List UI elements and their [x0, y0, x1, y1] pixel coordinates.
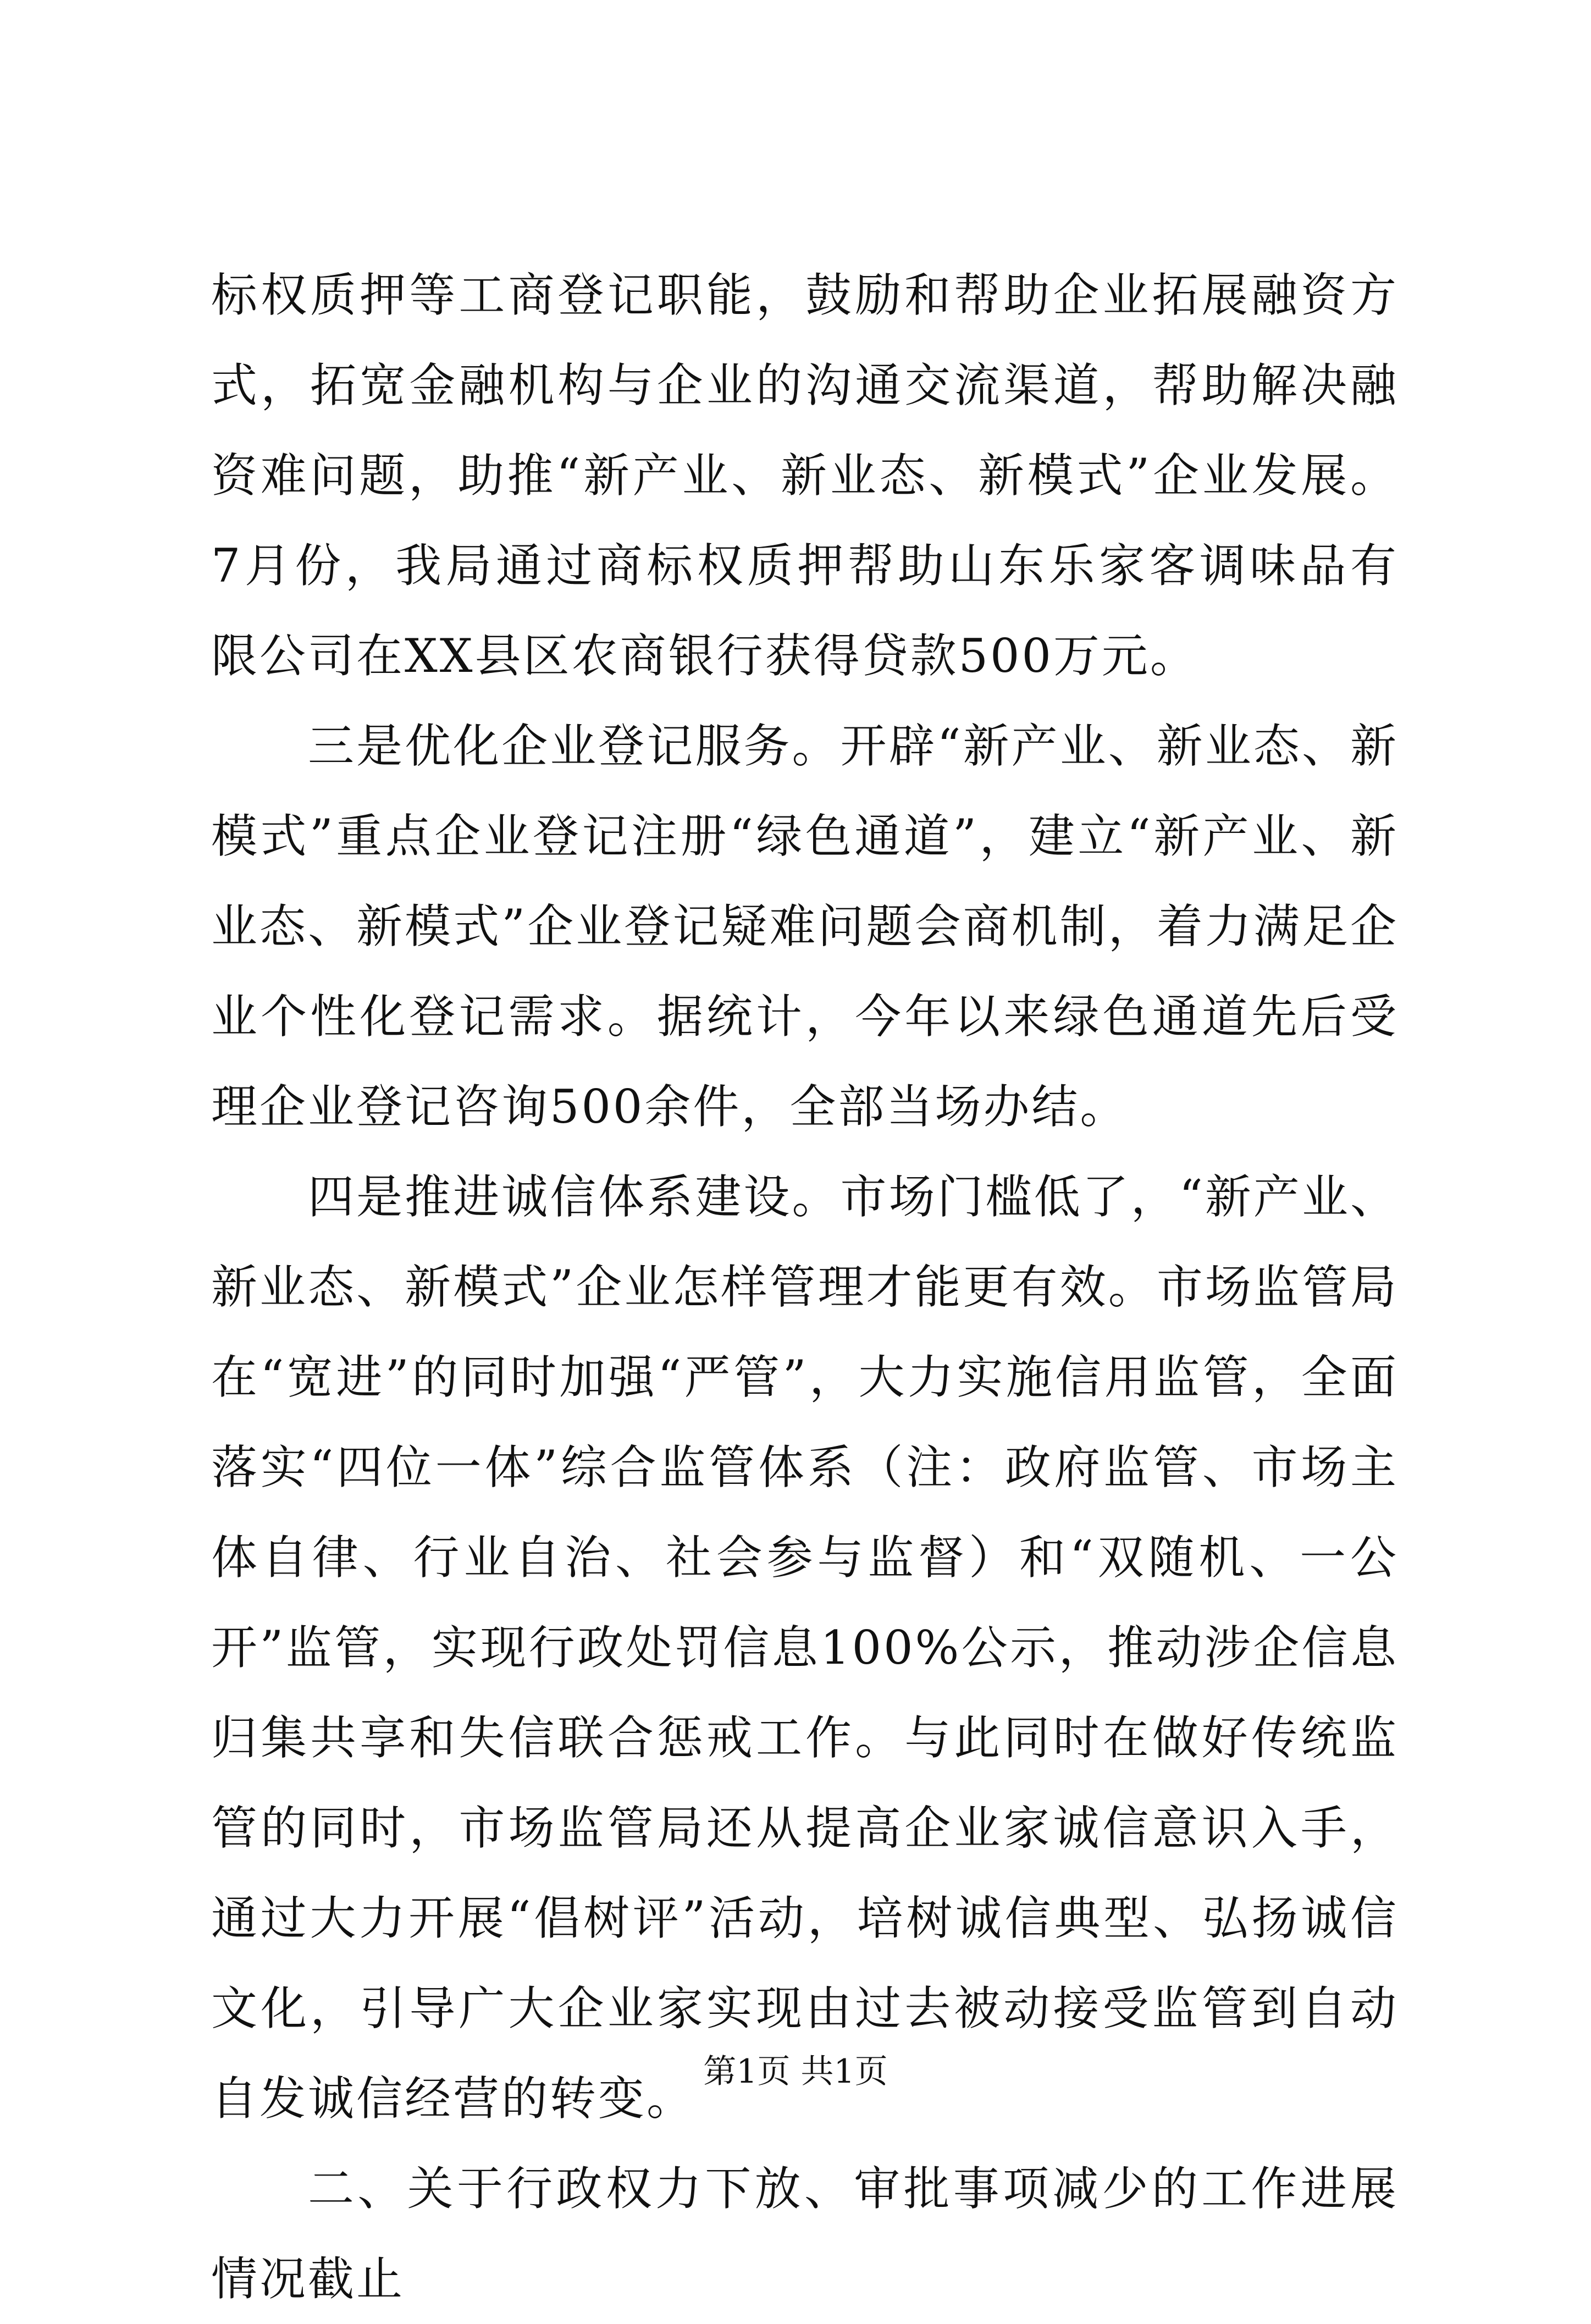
paragraph-four-credit-system: 四是推进诚信体系建设。市场门槛低了，“新产业、新业态、新模式”企业怎样管理才能更有效。市场监管局在“宽进”的同时加强“严管”，大力实施信用监管，全面落实“四位一体”综合监管体系（注：政府监管、市场主体自律、行业自治、社会参与监督）和“双随机、一公开”监管，实现行政处罚信息100%公示，推动涉企信息归集共享和失信联合惩戒工作。与此同时在做好传统监管的同时，市场监管局还从提高企业家诚信意识入手，通过大力开展“倡树评”活动，培树诚信典型、弘扬诚信文化，引导广大企业家实现由过去被动接受监管到自动自发诚信经营的转变。: [211, 1170, 1399, 2126]
paragraph-three-registration-service: 三是优化企业登记服务。开辟“新产业、新业态、新模式”重点企业登记注册“绿色通道”，建立“新产业、新业态、新模式”企业登记疑难问题会商机制，着力满足企业个性化登记需求。据统计，今年以来绿色通道先后受理企业登记咨询500余件，全部当场办结。: [211, 719, 1399, 1134]
document-body: [211, 250, 1399, 2324]
paragraph-continued: 标权质押等工商登记职能，鼓励和帮助企业拓展融资方式，拓宽金融机构与企业的沟通交流渠道，帮助解决融资难问题，助推“新产业、新业态、新模式”企业发展。7月份，我局通过商标权质押帮助山东乐家客调味品有限公司在XX县区农商银行获得贷款500万元。: [211, 268, 1399, 683]
paragraph-section-two-heading: 二、关于行政权力下放、审批事项减少的工作进展情况截止: [211, 2162, 1399, 2306]
page-number-footer: 第1页 共1页: [703, 2052, 888, 2091]
